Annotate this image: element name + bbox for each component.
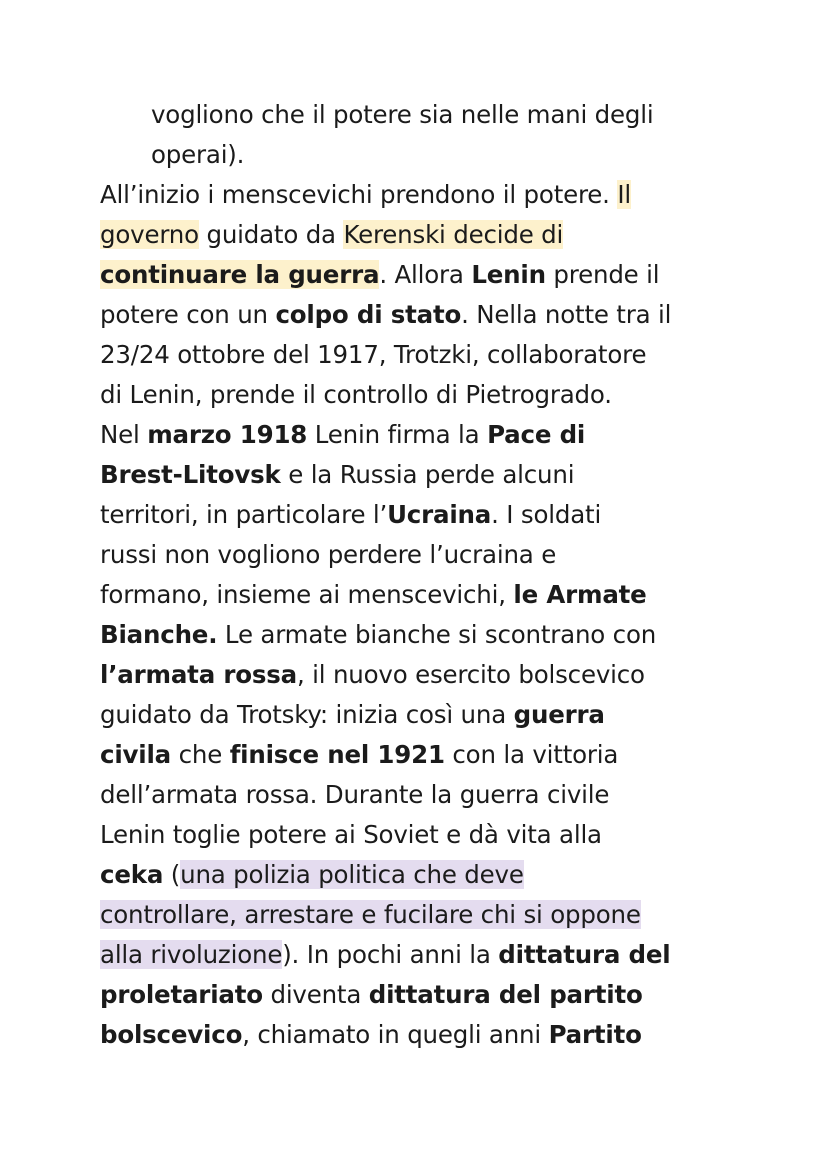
text-line <box>100 655 800 695</box>
bold-text: finisce nel 1921 <box>229 740 445 769</box>
text-line <box>100 895 800 935</box>
text-line <box>100 375 800 415</box>
text-line <box>100 495 800 535</box>
bold-text: Brest-Litovsk <box>100 460 281 489</box>
bold-text: bolscevico <box>100 1020 243 1049</box>
text-line <box>100 175 800 215</box>
text-segment: dell’armata rossa. Durante la guerra civile <box>100 780 610 809</box>
text-line <box>100 95 800 135</box>
bold-text: le Armate <box>513 580 647 609</box>
highlighted-text: Kerenski decide di <box>343 220 564 249</box>
text-segment: , chiamato in quegli anni <box>242 1020 549 1049</box>
text-segment: operai). <box>151 140 245 169</box>
text-segment: . Nella notte tra il <box>461 300 672 329</box>
text-line <box>100 135 800 175</box>
text-segment: Lenin toglie potere ai Soviet e dà vita alla <box>100 820 602 849</box>
bold-text: dittatura del partito <box>368 980 643 1009</box>
bold-text: proletariato <box>100 980 263 1009</box>
text-line <box>100 815 800 855</box>
text-line <box>100 415 800 455</box>
bold-text: colpo di stato <box>275 300 462 329</box>
text-line <box>100 855 800 895</box>
text-line <box>100 255 800 295</box>
highlighted-text: governo <box>100 220 199 249</box>
text-segment: territori, in particolare l’ <box>100 500 388 529</box>
text-line <box>100 335 800 375</box>
bold-text: marzo 1918 <box>147 420 308 449</box>
highlighted-text: una polizia politica che deve <box>180 860 524 889</box>
text-segment: prende il <box>545 260 660 289</box>
text-segment: ( <box>163 860 181 889</box>
text-line <box>100 615 800 655</box>
bold-text: Lenin <box>471 260 546 289</box>
text-segment: . Allora <box>379 260 472 289</box>
text-segment: , il nuovo esercito bolscevico <box>296 660 645 689</box>
text-line <box>100 215 800 255</box>
text-line <box>100 695 800 735</box>
bold-text: Ucraina <box>387 500 492 529</box>
text-line <box>100 575 800 615</box>
highlighted-text: Il <box>617 180 631 209</box>
text-segment: Le armate bianche si scontrano con <box>217 620 657 649</box>
text-line <box>100 1015 800 1055</box>
bold-text: Partito <box>548 1020 642 1049</box>
bold-text: dittatura del <box>498 940 671 969</box>
text-segment: 23/24 ottobre del 1917, Trotzki, collaboratore <box>100 340 647 369</box>
highlighted-text: controllare, arrestare e fucilare chi si oppone <box>100 900 641 929</box>
text-line <box>100 735 800 775</box>
bold-text: Pace di <box>487 420 586 449</box>
text-segment: Lenin firma la <box>307 420 488 449</box>
text-segment: russi non vogliono perdere l’ucraina e <box>100 540 557 569</box>
text-line <box>100 975 800 1015</box>
text-segment: All’inizio i menscevichi prendono il potere. <box>100 180 618 209</box>
text-segment: di Lenin, prende il controllo di Pietrogrado. <box>100 380 612 409</box>
text-segment: formano, insieme ai menscevichi, <box>100 580 514 609</box>
bold-text: ceka <box>100 860 164 889</box>
text-segment: diventa <box>262 980 369 1009</box>
text-segment: che <box>171 740 230 769</box>
text-segment: potere con un <box>100 300 276 329</box>
highlighted-text: continuare la guerra <box>100 260 380 289</box>
text-segment: Nel <box>100 420 148 449</box>
highlighted-text: alla rivoluzione <box>100 940 283 969</box>
text-segment: e la Russia perde alcuni <box>280 460 575 489</box>
text-segment: con la vittoria <box>444 740 619 769</box>
text-line <box>100 455 800 495</box>
text-segment: . I soldati <box>491 500 602 529</box>
text-segment: guidato da <box>198 220 344 249</box>
bold-text: Bianche. <box>100 620 218 649</box>
text-line <box>100 535 800 575</box>
text-body <box>100 95 800 1055</box>
text-segment: ). In pochi anni la <box>282 940 499 969</box>
text-segment: guidato da Trotsky: inizia così una <box>100 700 514 729</box>
text-line <box>100 295 800 335</box>
bold-text: l’armata rossa <box>100 660 297 689</box>
bold-text: civila <box>100 740 172 769</box>
text-segment: vogliono che il potere sia nelle mani degli <box>151 100 654 129</box>
text-line <box>100 935 800 975</box>
bold-text: guerra <box>513 700 605 729</box>
text-line <box>100 775 800 815</box>
